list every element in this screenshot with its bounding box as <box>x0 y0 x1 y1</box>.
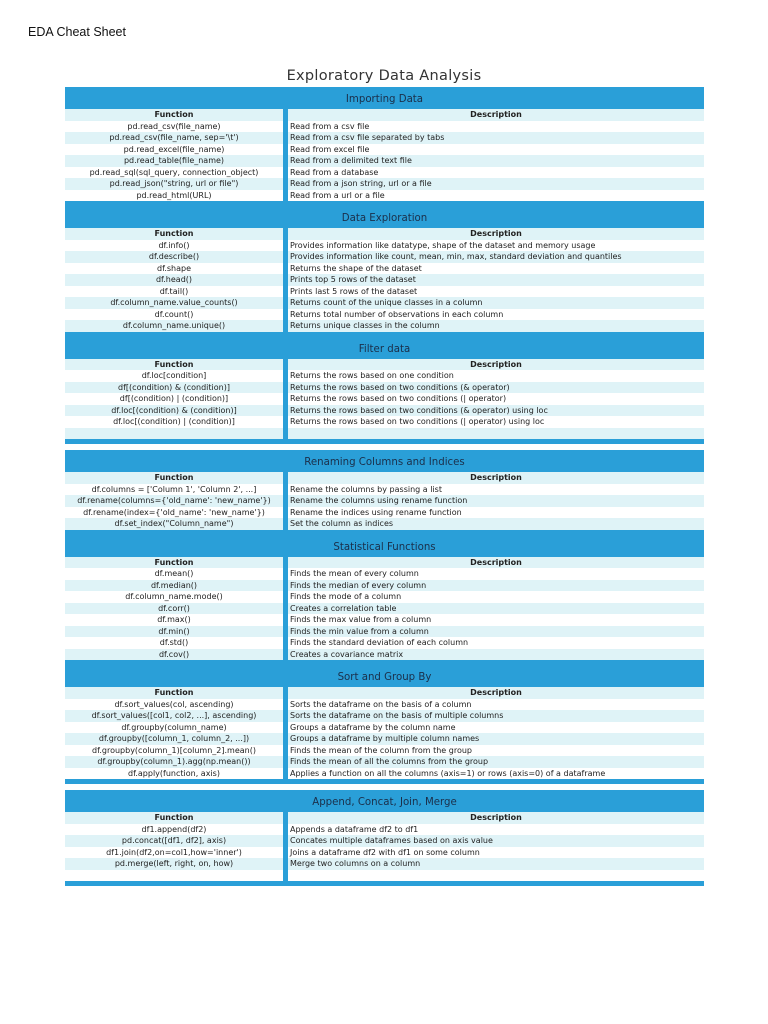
description-header: Description <box>470 359 522 369</box>
table-row <box>65 393 704 405</box>
section-bottom-bar <box>65 881 704 886</box>
function-cell: df.columns = ['Column 1', 'Column 2', ...] <box>91 484 257 494</box>
function-cell <box>65 870 283 882</box>
section-filter-data <box>65 337 704 445</box>
function-cell: pd.read_json("string, url or file") <box>109 179 239 188</box>
description-cell: Rename the columns using rename function <box>290 496 468 505</box>
description-cell: Finds the min value from a column <box>290 626 429 636</box>
table-header-row <box>65 109 704 121</box>
description-cell <box>288 870 704 882</box>
table-row <box>65 274 704 286</box>
function-cell: df.groupby(column_1).agg(np.mean()) <box>97 757 251 766</box>
table-row <box>65 580 704 592</box>
description-cell: Finds the mode of a column <box>290 592 402 601</box>
table-row <box>65 649 704 661</box>
function-cell: df.tail() <box>159 286 189 296</box>
description-cell: Provides information like count, mean, min, max, standard deviation and quantiles <box>290 252 622 261</box>
description-cell: Concates multiple dataframes based on axis value <box>290 836 493 845</box>
table-row <box>65 263 704 275</box>
table-row <box>65 428 704 440</box>
table-row <box>65 756 704 768</box>
function-cell: pd.merge(left, right, on, how) <box>114 859 234 868</box>
description-cell: Returns the rows based on two conditions (& operator) using loc <box>290 405 548 415</box>
function-cell: df.shape <box>157 263 191 273</box>
function-header: Function <box>154 110 194 119</box>
function-header: Function <box>154 688 194 697</box>
description-cell: Groups a dataframe by the column name <box>290 722 456 732</box>
cheat-sheet <box>65 87 704 886</box>
table-row <box>65 309 704 321</box>
table-header-row <box>65 557 704 569</box>
description-cell: Returns total number of observations in each column <box>290 309 504 319</box>
function-cell: pd.read_html(URL) <box>136 190 212 200</box>
table-row <box>65 144 704 156</box>
description-header: Description <box>470 229 522 238</box>
function-cell: df.groupby(column_1)[column_2].mean() <box>92 745 256 755</box>
table-row <box>65 733 704 745</box>
page-header: EDA Cheat Sheet <box>28 25 126 39</box>
description-cell: Appends a dataframe df2 to df1 <box>290 824 419 834</box>
function-cell: df.std() <box>159 638 189 647</box>
description-cell: Rename the columns by passing a list <box>290 484 442 494</box>
description-cell: Returns the rows based on two conditions (& operator) <box>290 382 510 392</box>
section-table <box>65 228 704 332</box>
function-cell: df[(condition) & (condition)] <box>118 382 230 392</box>
function-cell: df.groupby(column_name) <box>121 722 227 732</box>
function-cell: df.column_name.unique() <box>122 321 226 330</box>
description-header: Description <box>470 110 522 119</box>
function-cell: pd.read_csv(file_name) <box>127 121 221 131</box>
function-cell: df1.join(df2,on=col1,how='inner') <box>106 847 242 857</box>
description-cell: Prints top 5 rows of the dataset <box>290 275 416 284</box>
table-row <box>65 370 704 382</box>
description-cell: Creates a correlation table <box>290 603 397 613</box>
description-cell: Sorts the dataframe on the basis of multiple columns <box>290 711 504 720</box>
function-cell: df.corr() <box>158 603 190 613</box>
function-cell: df.sort_values(col, ascending) <box>114 699 234 709</box>
function-cell: df1.append(df2) <box>141 824 207 834</box>
function-cell: df.max() <box>157 615 191 624</box>
table-row <box>65 121 704 133</box>
function-header: Function <box>154 359 194 369</box>
table-row <box>65 699 704 711</box>
table-row <box>65 382 704 394</box>
description-cell: Finds the max value from a column <box>290 615 432 624</box>
description-cell: Read from excel file <box>290 144 370 154</box>
table-row <box>65 614 704 626</box>
description-cell: Finds the mean of the column from the group <box>290 745 472 755</box>
section-title: Append, Concat, Join, Merge <box>65 790 704 812</box>
function-header: Function <box>154 557 194 567</box>
table-row <box>65 518 704 530</box>
function-cell: pd.concat([df1, df2], axis) <box>121 836 227 845</box>
description-header: Description <box>470 813 522 822</box>
description-cell: Read from a csv file <box>290 121 370 131</box>
description-cell: Applies a function on all the columns (axis=1) or rows (axis=0) of a dataframe <box>290 768 606 778</box>
function-header: Function <box>154 813 194 822</box>
table-row <box>65 240 704 252</box>
function-cell: df[(condition) | (condition)] <box>119 394 229 403</box>
function-cell: df.column_name.mode() <box>125 592 223 601</box>
function-cell: df.head() <box>155 275 193 284</box>
description-cell: Returns the rows based on two conditions (| operator) using loc <box>290 417 545 426</box>
section-table <box>65 687 704 779</box>
section-title: Filter data <box>65 337 704 359</box>
function-cell: df.median() <box>150 580 198 590</box>
section-title: Data Exploration <box>65 206 704 228</box>
section-statistical-functions <box>65 535 704 666</box>
table-row <box>65 297 704 309</box>
description-cell: Read from a json string, url or a file <box>290 179 432 188</box>
function-cell: df.loc[(condition) & (condition)] <box>111 405 237 415</box>
section-data-exploration <box>65 206 704 337</box>
description-cell: Finds the mean of all the columns from the group <box>290 757 489 766</box>
table-header-row <box>65 812 704 824</box>
function-cell: pd.read_table(file_name) <box>123 156 225 165</box>
function-cell: pd.read_excel(file_name) <box>123 144 225 154</box>
function-cell: df.groupby([column_1, column_2, ...]) <box>98 734 250 743</box>
description-cell <box>288 428 704 440</box>
function-cell: df.set_index("Column_name") <box>114 519 234 528</box>
table-row <box>65 637 704 649</box>
description-cell: Returns the shape of the dataset <box>290 263 422 273</box>
function-cell: df.sort_values([col1, col2, ...], ascending) <box>91 711 257 720</box>
table-row <box>65 251 704 263</box>
section-sort-and-group-by <box>65 665 704 784</box>
table-row <box>65 132 704 144</box>
table-row <box>65 416 704 428</box>
function-cell: df.min() <box>158 626 190 636</box>
description-cell: Finds the standard deviation of each column <box>290 638 469 647</box>
section-table <box>65 109 704 201</box>
description-cell: Returns count of the unique classes in a column <box>290 298 483 307</box>
table-row <box>65 858 704 870</box>
table-row <box>65 870 704 882</box>
description-cell: Returns unique classes in the column <box>290 321 440 330</box>
description-cell: Finds the median of every column <box>290 580 427 590</box>
function-cell: df.count() <box>154 309 194 319</box>
function-header: Function <box>154 229 194 238</box>
table-header-row <box>65 687 704 699</box>
function-cell: df.rename(columns={'old_name': 'new_name'}) <box>77 496 271 505</box>
description-header: Description <box>470 473 522 482</box>
description-cell: Read from a url or a file <box>290 190 385 200</box>
section-table <box>65 557 704 661</box>
description-cell: Joins a dataframe df2 with df1 on some column <box>290 847 480 857</box>
table-row <box>65 568 704 580</box>
table-row <box>65 286 704 298</box>
function-cell: pd.read_sql(sql_query, connection_object) <box>89 167 259 177</box>
section-title: Importing Data <box>65 87 704 109</box>
table-row <box>65 484 704 496</box>
description-cell: Rename the indices using rename function <box>290 507 462 517</box>
function-cell: df.cov() <box>158 649 190 659</box>
description-cell: Returns the rows based on two conditions (| operator) <box>290 394 507 403</box>
function-cell: df.column_name.value_counts() <box>110 298 238 307</box>
function-cell: df.mean() <box>154 569 194 578</box>
table-row <box>65 768 704 780</box>
section-importing-data <box>65 87 704 206</box>
description-cell: Set the column as indices <box>290 519 394 528</box>
table-row <box>65 167 704 179</box>
table-row <box>65 405 704 417</box>
table-row <box>65 190 704 202</box>
description-cell: Creates a covariance matrix <box>290 649 404 659</box>
table-row <box>65 626 704 638</box>
table-row <box>65 835 704 847</box>
description-cell: Prints last 5 rows of the dataset <box>290 286 418 296</box>
table-row <box>65 722 704 734</box>
table-row <box>65 710 704 722</box>
description-cell: Sorts the dataframe on the basis of a column <box>290 699 472 709</box>
description-cell: Read from a database <box>290 167 379 177</box>
table-row <box>65 178 704 190</box>
table-row <box>65 155 704 167</box>
table-row <box>65 824 704 836</box>
section-title: Renaming Columns and Indices <box>65 450 704 472</box>
function-cell <box>65 428 283 440</box>
function-cell: df.apply(function, axis) <box>128 768 220 778</box>
description-cell: Finds the mean of every column <box>290 569 419 578</box>
description-cell: Groups a dataframe by multiple column names <box>290 734 480 743</box>
function-header: Function <box>154 473 194 482</box>
table-header-row <box>65 472 704 484</box>
section-table <box>65 472 704 530</box>
function-cell: df.rename(index={'old_name': 'new_name'}) <box>83 507 265 517</box>
function-cell: df.describe() <box>148 252 200 261</box>
table-header-row <box>65 228 704 240</box>
description-header: Description <box>470 688 522 697</box>
section-renaming-columns-and-indices <box>65 450 704 535</box>
page-title: Exploratory Data Analysis <box>286 68 482 84</box>
table-row <box>65 745 704 757</box>
section-table <box>65 359 704 440</box>
description-cell: Merge two columns on a column <box>290 859 421 868</box>
function-cell: df.loc[(condition) | (condition)] <box>113 417 235 426</box>
table-row <box>65 847 704 859</box>
function-cell: df.loc[condition] <box>141 371 207 380</box>
section-append-concat-join-merge <box>65 790 704 886</box>
description-header: Description <box>470 557 522 567</box>
table-row <box>65 591 704 603</box>
description-cell: Read from a csv file separated by tabs <box>290 133 445 142</box>
table-row <box>65 495 704 507</box>
section-title: Statistical Functions <box>65 535 704 557</box>
section-table <box>65 812 704 881</box>
table-header-row <box>65 359 704 371</box>
description-cell: Returns the rows based on one condition <box>290 371 454 380</box>
section-title: Sort and Group By <box>65 665 704 687</box>
function-cell: pd.read_csv(file_name, sep='\t') <box>109 133 239 142</box>
function-cell: df.info() <box>158 240 190 250</box>
table-row <box>65 320 704 332</box>
description-cell: Provides information like datatype, shape of the dataset and memory usage <box>290 240 596 250</box>
table-row <box>65 507 704 519</box>
table-row <box>65 603 704 615</box>
description-cell: Read from a delimited text file <box>290 156 412 165</box>
